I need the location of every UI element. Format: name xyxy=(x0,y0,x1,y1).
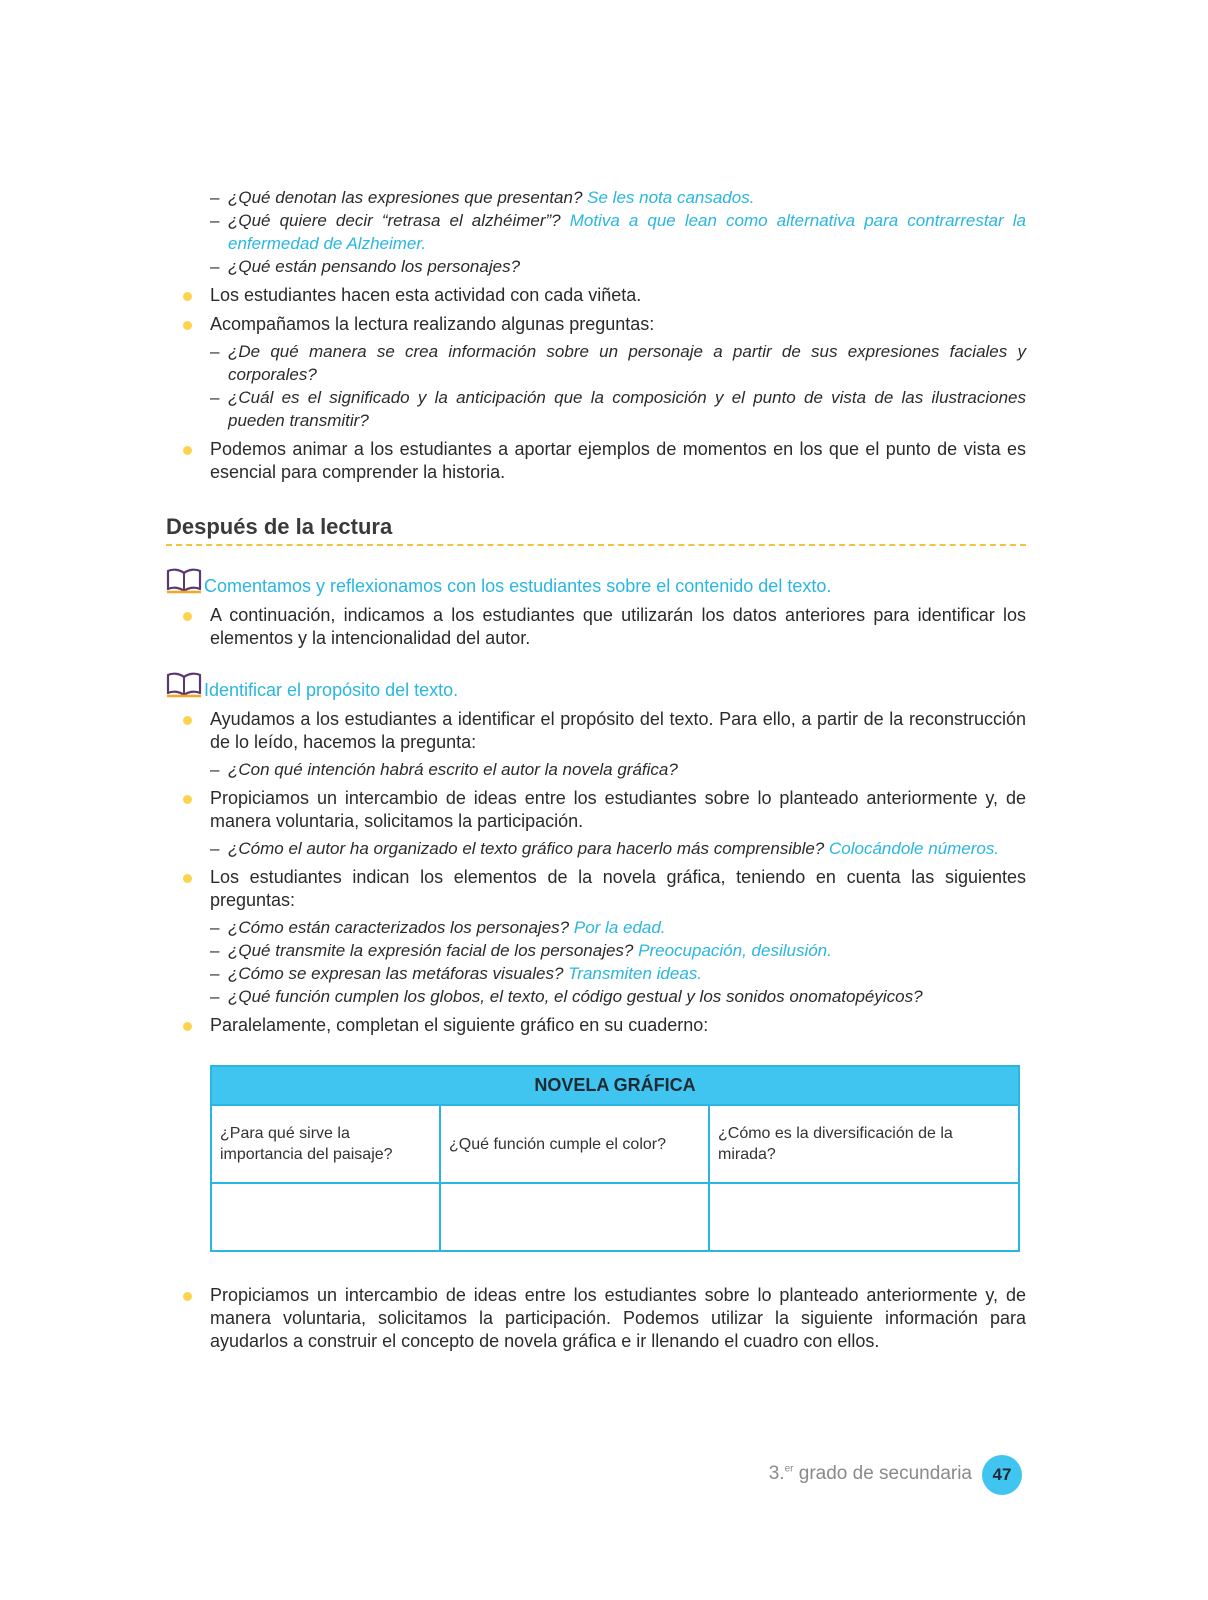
question-text: ¿Qué quiere decir “retrasa el alzhéimer”? xyxy=(228,211,561,230)
bullet-item: Los estudiantes hacen esta actividad con cada viñeta. xyxy=(166,284,1026,307)
page-content xyxy=(166,186,1026,1353)
answer-text: Motiva a que lean como alternativa para contrarrestar la enfermedad de Alzheimer. xyxy=(228,211,1026,253)
bullet-dot-icon xyxy=(183,446,192,455)
bullet-item: Paralelamente, completan el siguiente gráfico en su cuaderno: xyxy=(166,1014,1026,1037)
table-title: NOVELA GRÁFICA xyxy=(211,1066,1019,1105)
book-instruction: Comentamos y reflexionamos con los estudiantes sobre el contenido del texto. xyxy=(166,574,1026,598)
bullet-item: Propiciamos un intercambio de ideas entre los estudiantes sobre lo planteado anteriormente y, de manera voluntaria, solicitamos la participación. Podemos utilizar la siguiente información para ayudarlos a construir el concepto de novela gráfica e ir llenando el cuadro con ellos. xyxy=(166,1284,1026,1353)
question-item: – ¿Qué quiere decir “retrasa el alzhéimer”? Motiva a que lean como alternativa para contrarrestar la enfermedad de Alzheimer. xyxy=(210,211,1026,253)
question-item: – ¿Qué transmite la expresión facial de los personajes? Preocupación, desilusión. xyxy=(210,941,832,960)
book-instruction: Identificar el propósito del texto. xyxy=(166,678,1026,702)
bullet-dot-icon xyxy=(183,292,192,301)
bullet-dot-icon xyxy=(183,874,192,883)
bullet-dot-icon xyxy=(183,716,192,725)
question-text: ¿Qué función cumplen los globos, el texto, el código gestual y los sonidos onomatopéyicos? xyxy=(228,987,923,1006)
question-text: ¿Con qué intención habrá escrito el autor la novela gráfica? xyxy=(228,760,678,779)
question-text: ¿Cuál es el significado y la anticipación que la composición y el punto de vista de las ilustraciones pueden transmitir? xyxy=(228,388,1026,430)
bullet-item: Ayudamos a los estudiantes a identificar el propósito del texto. Para ello, a partir de la reconstrucción de lo leído, hacemos la pregunta: xyxy=(166,708,1026,754)
question-text: ¿Qué denotan las expresiones que presentan? xyxy=(228,188,583,207)
question-item: – ¿Qué denotan las expresiones que presentan? Se les nota cansados. xyxy=(210,188,755,207)
question-text: ¿Qué transmite la expresión facial de los personajes? xyxy=(228,941,634,960)
question-item: – ¿Cómo se expresan las metáforas visuales? Transmiten ideas. xyxy=(210,964,703,983)
question-text: ¿Qué están pensando los personajes? xyxy=(228,257,521,276)
section-heading: Después de la lectura xyxy=(166,514,1026,546)
book-icon xyxy=(166,672,202,698)
answer-text: Preocupación, desilusión. xyxy=(638,941,832,960)
question-item: – ¿Qué están pensando los personajes? xyxy=(210,257,521,276)
bullet-item: Propiciamos un intercambio de ideas entre los estudiantes sobre lo planteado anteriormente y, de manera voluntaria, solicitamos la participación. xyxy=(166,787,1026,833)
question-item: – ¿De qué manera se crea información sobre un personaje a partir de sus expresiones faciales y corporales? xyxy=(210,342,1026,384)
page-number-badge: 47 xyxy=(982,1455,1022,1495)
question-text: ¿Cómo están caracterizados los personajes? xyxy=(228,918,570,937)
bullet-dot-icon xyxy=(183,612,192,621)
bullet-item: Acompañamos la lectura realizando algunas preguntas: xyxy=(166,313,1026,336)
footer-grade: 3.$^{er}$ grado de secundaria xyxy=(768,1463,972,1484)
table-empty-cell xyxy=(709,1183,1019,1251)
question-item: – ¿Con qué intención habrá escrito el autor la novela gráfica? xyxy=(210,760,678,779)
answer-text: Se les nota cansados. xyxy=(587,188,755,207)
question-text: ¿Cómo el autor ha organizado el texto gráfico para hacerlo más comprensible? xyxy=(228,839,825,858)
bullet-dot-icon xyxy=(183,321,192,330)
table-header-cell: ¿Para qué sirve la importancia del paisaje? xyxy=(211,1105,440,1183)
table-header-cell: ¿Qué función cumple el color? xyxy=(440,1105,709,1183)
question-text: ¿Cómo se expresan las metáforas visuales? xyxy=(228,964,564,983)
novela-grafica-table xyxy=(210,1065,1020,1252)
bullet-item: Los estudiantes indican los elementos de la novela gráfica, teniendo en cuenta las siguientes preguntas: xyxy=(166,866,1026,912)
bullet-dot-icon xyxy=(183,1292,192,1301)
answer-text: Transmiten ideas. xyxy=(568,964,703,983)
table-empty-cell xyxy=(440,1183,709,1251)
question-item: – ¿Cuál es el significado y la anticipación que la composición y el punto de vista de las ilustraciones pueden transmitir? xyxy=(210,388,1026,430)
bullet-dot-icon xyxy=(183,1022,192,1031)
table-header-cell: ¿Cómo es la diversificación de la mirada? xyxy=(709,1105,1019,1183)
table-empty-cell xyxy=(211,1183,440,1251)
book-icon xyxy=(166,568,202,594)
bullet-item: Podemos animar a los estudiantes a aportar ejemplos de momentos en los que el punto de vista es esencial para comprender la historia. xyxy=(166,438,1026,484)
question-text: ¿De qué manera se crea información sobre un personaje a partir de sus expresiones faciales y corporales? xyxy=(228,342,1026,384)
question-item: – ¿Cómo el autor ha organizado el texto gráfico para hacerlo más comprensible? Colocándole números. xyxy=(210,839,1000,858)
question-item: – ¿Cómo están caracterizados los personajes? Por la edad. xyxy=(210,918,666,937)
question-item: – ¿Qué función cumplen los globos, el texto, el código gestual y los sonidos onomatopéyicos? xyxy=(210,987,923,1006)
bullet-item: A continuación, indicamos a los estudiantes que utilizarán los datos anteriores para identificar los elementos y la intencionalidad del autor. xyxy=(166,604,1026,650)
bullet-dot-icon xyxy=(183,795,192,804)
answer-text: Por la edad. xyxy=(573,918,666,937)
answer-text: Colocándole números. xyxy=(829,839,1000,858)
